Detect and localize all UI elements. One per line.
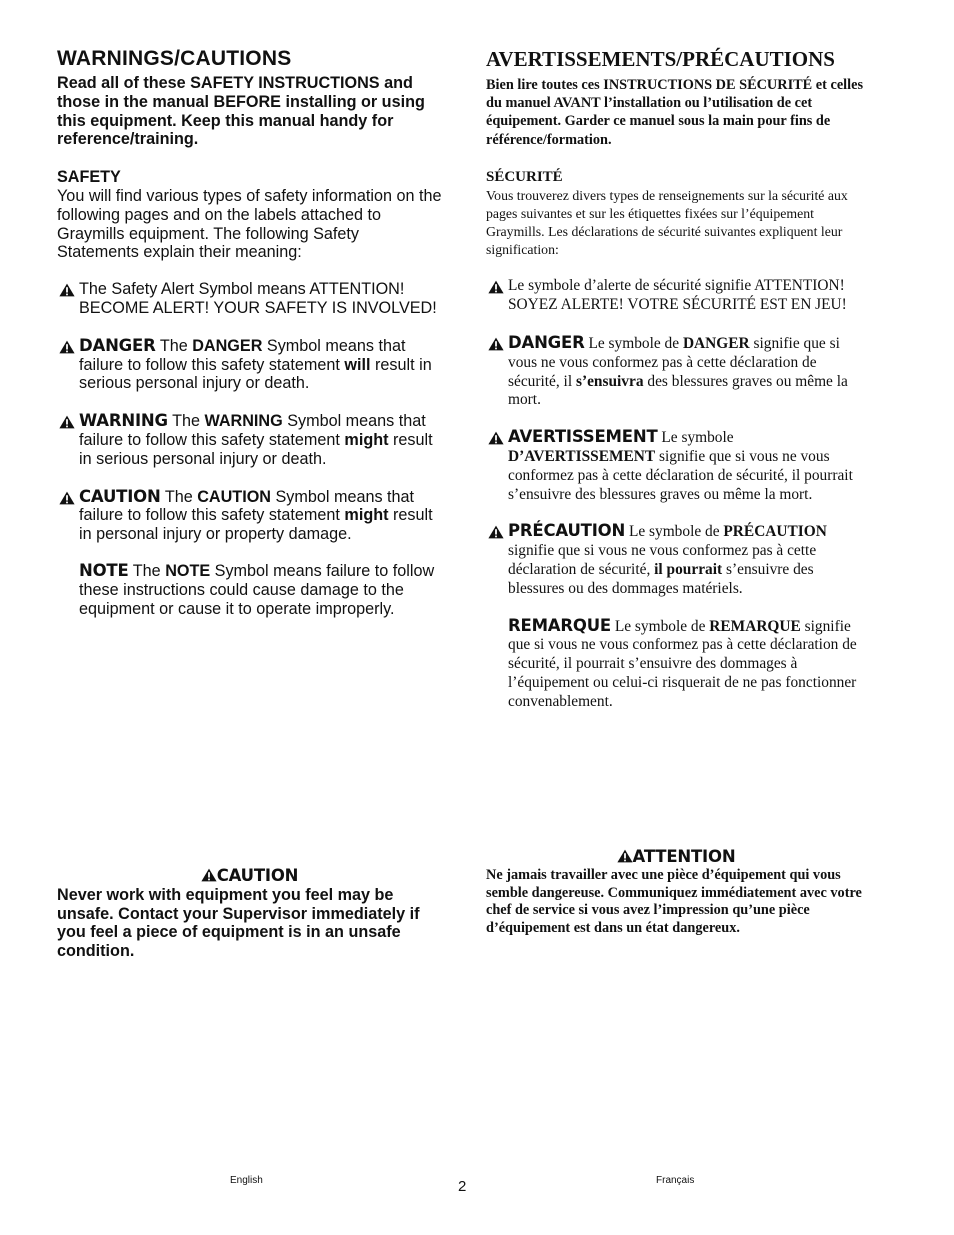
alert-symbol-text-fr: Le symbole d’alerte de sécurité signifie ATTENTION! SOYEZ ALERTE! VOTRE SÉCURITÉ EST EN JEU! — [508, 277, 847, 314]
warning-triangle-icon — [488, 337, 504, 351]
note-text-1: The — [132, 561, 161, 580]
safety-body: You will find various types of safety information on the following pages and on the labels attached to Graymills equipment. The following Safety Statements explain their meaning: — [57, 186, 442, 262]
page-number: 2 — [458, 1178, 467, 1195]
attention-notice — [486, 848, 866, 938]
caution-statement — [57, 488, 442, 544]
warning-triangle-icon — [201, 868, 217, 882]
note-text-2: NOTE — [165, 561, 211, 580]
warning-triangle-icon — [59, 340, 75, 354]
warning-text-5: result in serious personal injury or death. — [79, 430, 433, 468]
footer-language-fr: Français — [656, 1175, 695, 1186]
caution-notice-title — [57, 867, 442, 886]
safety-heading-fr: SÉCURITÉ — [486, 168, 563, 185]
warning-text-1: The — [172, 412, 200, 431]
warning-triangle-icon — [59, 283, 75, 297]
caution-text-3: Symbol means that failure to follow this safety statement — [79, 487, 415, 525]
warning-text-2: WARNING — [204, 412, 283, 431]
note-text-3: Symbol means failure to follow these instructions could cause damage to the equipment or cause it to operate improperly. — [79, 561, 435, 618]
warning-text-2-fr: D’AVERTISSEMENT — [508, 448, 656, 465]
warning-statement-fr — [486, 428, 866, 504]
note-text-2-fr: REMARQUE — [709, 617, 801, 635]
danger-label: DANGER — [79, 335, 156, 355]
danger-text-5: result in serious personal injury or death. — [79, 355, 432, 393]
warning-triangle-icon — [59, 415, 75, 429]
warning-text-4: might — [344, 430, 389, 449]
caution-text-1: The — [164, 487, 193, 506]
note-label: NOTE — [79, 560, 129, 580]
caution-text-2-fr: PRÉCAUTION — [723, 523, 827, 541]
english-column — [57, 46, 442, 618]
note-statement-fr — [486, 617, 866, 712]
danger-statement-fr — [486, 334, 866, 410]
safety-heading: SAFETY — [57, 168, 121, 187]
caution-label: CAUTION — [79, 486, 161, 506]
attention-notice-body: Ne jamais travailler avec une pièce d’équipement qui vous semble dangereuse. Communiquez immédiatement avec votre chef de service si vous avez l’impression qu’une pièce d’équipement est dans un état dangereux. — [486, 866, 862, 937]
caution-statement-fr — [486, 522, 866, 598]
note-label-fr: REMARQUE — [508, 615, 611, 635]
caution-notice — [57, 867, 442, 961]
warning-text-3: Symbol means that failure to follow this safety statement — [79, 412, 426, 449]
safety-body-fr: Vous trouverez divers types de renseignements sur la sécurité aux pages suivantes et sur les étiquettes fixées sur l’équipement Graymills. Les déclarations de sécurité suivantes expliquent leur signification: — [486, 187, 848, 258]
caution-text-5-fr: s’ensuivre des blessures ou des dommages matériels. — [508, 560, 814, 597]
danger-text-5-fr: des blessures graves ou même la mort. — [508, 372, 848, 409]
danger-text-1-fr: Le symbole de — [588, 335, 680, 353]
warning-text-1-fr: Le symbole — [661, 429, 734, 447]
alert-symbol-text: The Safety Alert Symbol means ATTENTION! BECOME ALERT! YOUR SAFETY IS INVOLVED! — [79, 280, 437, 317]
caution-text-2: CAUTION — [197, 487, 271, 506]
warning-triangle-icon — [59, 491, 75, 505]
danger-statement — [57, 337, 442, 393]
note-text-3-fr: signifie que si vous ne vous conformez pas à cette déclaration de sécurité, il pourrait s’ensuivre des dommages à l’équipement ou celui-ci risquerait de ne pas fonctionner convenablement. — [508, 617, 857, 710]
caution-text-4: might — [344, 506, 389, 525]
caution-label-fr: PRÉCAUTION — [508, 521, 626, 541]
french-column — [486, 46, 866, 712]
danger-text-4: will — [344, 355, 371, 374]
warning-triangle-icon — [488, 431, 504, 445]
warning-text-3-fr: signifie que si vous ne vous conformez pas à cette déclaration de sécurité, il pourrait s’ensuivre des blessures graves ou même la mort. — [508, 448, 853, 503]
caution-notice-body: Never work with equipment you feel may be unsafe. Contact your Supervisor immediately if you feel a piece of equipment is in an unsafe condition. — [57, 885, 420, 961]
caution-text-5: result in personal injury or property damage. — [79, 506, 433, 544]
danger-text-4-fr: s’ensuivra — [575, 372, 644, 390]
danger-text-3-fr: signifie que si vous ne vous conformez pas à cette déclaration de sécurité, il — [508, 335, 840, 390]
danger-label-fr: DANGER — [508, 333, 585, 353]
intro-text-fr: Bien lire toutes ces INSTRUCTIONS DE SÉCURITÉ et celles du manuel AVANT l’installation ou l’utilisation de cet équipement. Garder ce manuel sous la main pour fins de référence/formation. — [486, 77, 864, 148]
footer-language-en: English — [230, 1175, 263, 1186]
caution-text-4-fr: il pourrait — [654, 560, 723, 578]
danger-text-3: Symbol means that failure to follow this safety statement — [79, 336, 406, 374]
warning-label-fr: AVERTISSEMENT — [508, 427, 658, 447]
note-text-1-fr: Le symbole de — [614, 617, 706, 635]
warning-triangle-icon — [488, 280, 504, 294]
warning-label: WARNING — [79, 411, 168, 431]
attention-notice-label: ATTENTION — [632, 847, 736, 866]
danger-text-2-fr: DANGER — [682, 335, 750, 353]
attention-notice-title — [486, 848, 866, 867]
page-title-fr: AVERTISSEMENTS/PRÉCAUTIONS — [486, 47, 835, 71]
warning-triangle-icon — [488, 525, 504, 539]
caution-notice-label: CAUTION — [216, 866, 299, 885]
caution-text-1-fr: Le symbole de — [628, 523, 720, 541]
intro-text: Read all of these SAFETY INSTRUCTIONS and those in the manual BEFORE installing or using this equipment. Keep this manual handy for reference/training. — [57, 74, 425, 149]
danger-text-2: DANGER — [192, 336, 263, 355]
warning-triangle-icon — [617, 849, 633, 863]
caution-text-3-fr: signifie que si vous ne vous conformez pas à cette déclaration de sécurité, — [508, 542, 817, 578]
page-title: WARNINGS/CAUTIONS — [57, 47, 292, 70]
alert-symbol-statement — [57, 280, 442, 318]
note-statement — [57, 562, 442, 618]
danger-text-1: The — [159, 336, 188, 355]
alert-symbol-statement-fr — [486, 277, 866, 315]
warning-statement — [57, 412, 442, 468]
